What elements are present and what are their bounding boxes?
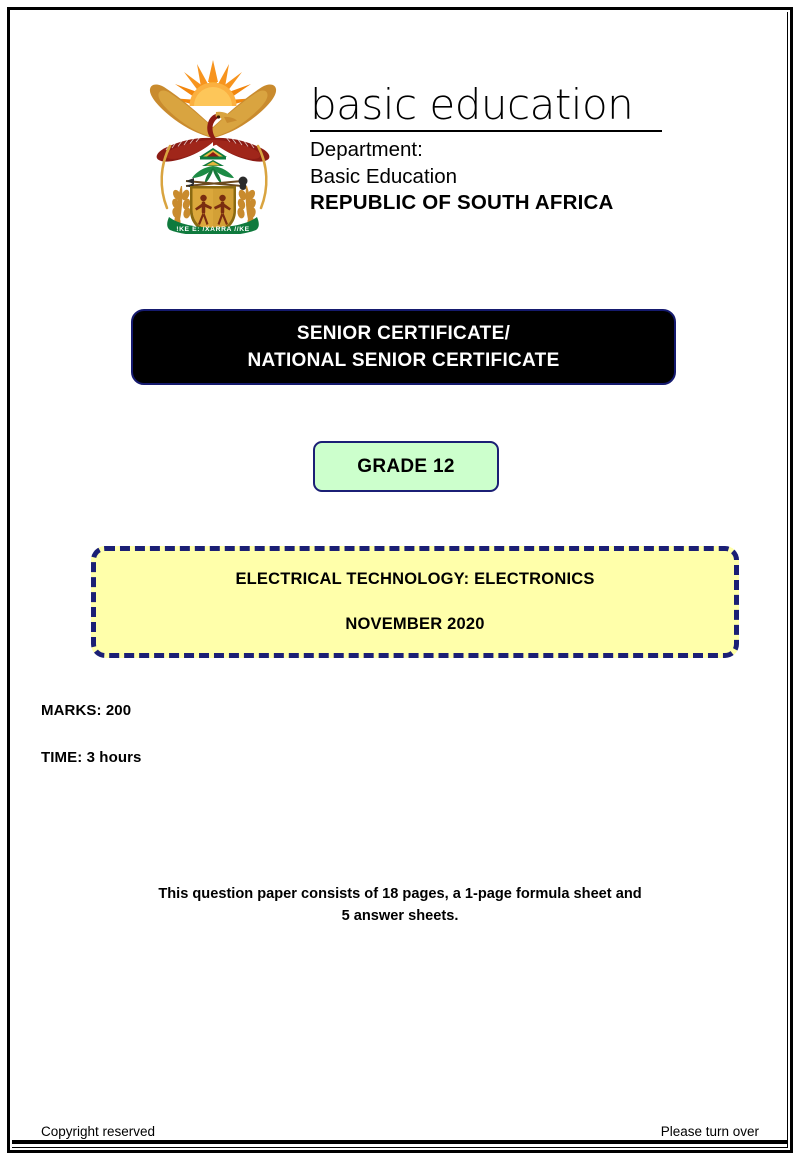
page-footer (41, 1124, 759, 1139)
department-wordmark (310, 80, 662, 217)
grade-label: GRADE 12 (357, 455, 455, 477)
subject-title: ELECTRICAL TECHNOLOGY: ELECTRONICS (235, 570, 595, 588)
footer-copyright: Copyright reserved (41, 1124, 156, 1139)
wordmark-basic-education: basic education (310, 80, 634, 129)
wordmark-department-name: Basic Education (310, 164, 458, 188)
grade-box (313, 441, 499, 492)
certificate-banner (131, 309, 676, 385)
time-line: TIME: 3 hours (41, 749, 142, 766)
crest-motto-text: !KE E: /XARRA //KE (176, 226, 250, 233)
masthead (0, 0, 800, 270)
exam-meta (41, 702, 441, 796)
south-african-coat-of-arms-icon (138, 52, 288, 234)
page-count-note (60, 883, 740, 927)
footer-turn-over: Please turn over (660, 1124, 759, 1139)
exam-session: NOVEMBER 2020 (345, 615, 485, 633)
certificate-banner-line-1: SENIOR CERTIFICATE/ (296, 322, 511, 344)
wordmark-rule (310, 130, 662, 132)
marks-line: MARKS: 200 (41, 702, 132, 719)
page-count-note-line-2: 5 answer sheets. (341, 908, 459, 925)
wordmark-department-label: Department: (310, 138, 423, 161)
wordmark-country: REPUBLIC OF SOUTH AFRICA (310, 191, 614, 215)
subject-box (91, 546, 739, 658)
page-count-note-line-1: This question paper consists of 18 pages, a 1-page formula sheet and (158, 886, 642, 902)
certificate-banner-line-2: NATIONAL SENIOR CERTIFICATE (247, 350, 560, 371)
